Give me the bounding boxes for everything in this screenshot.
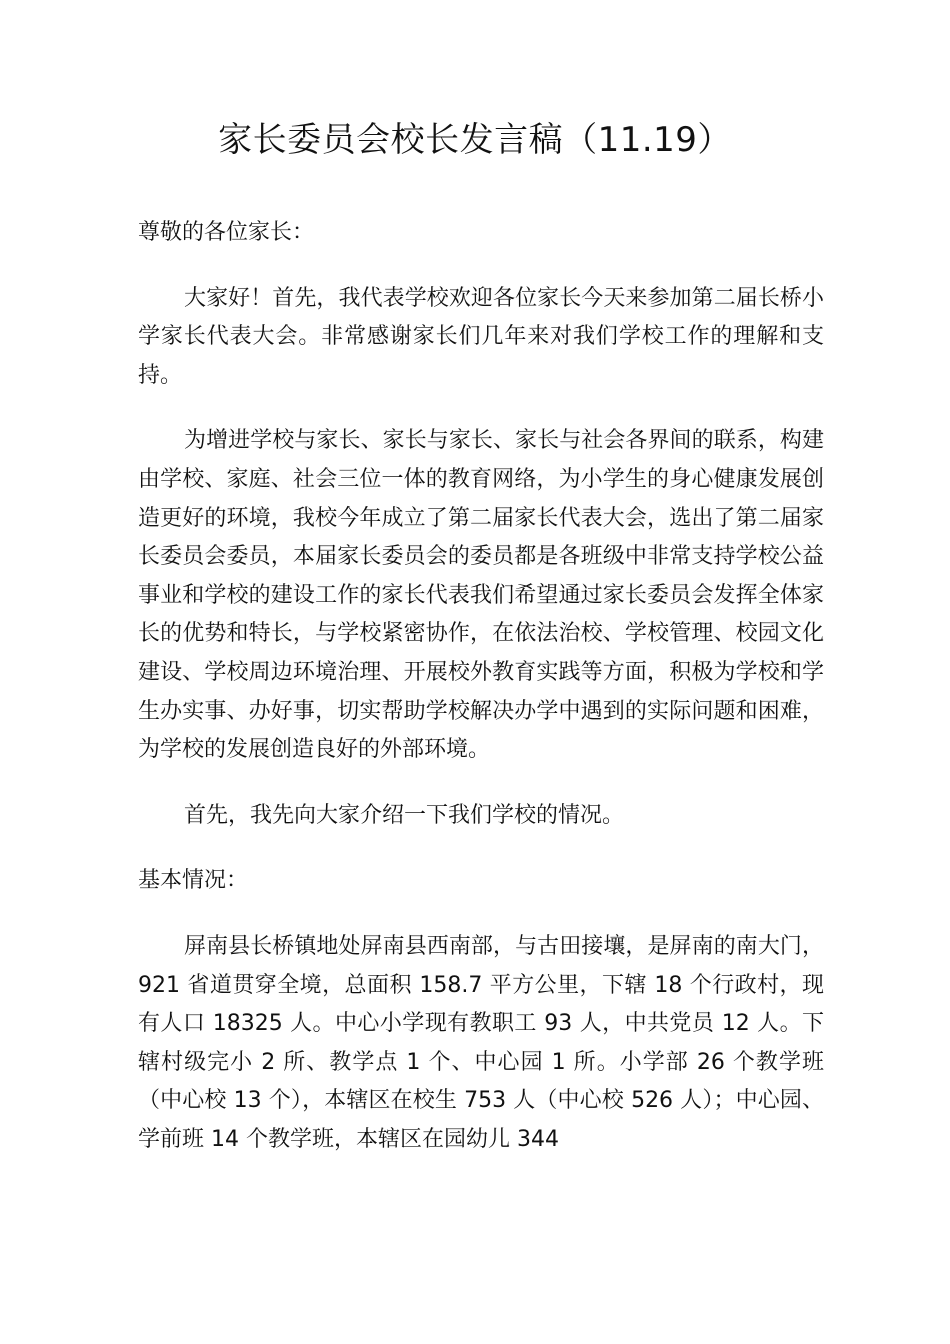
welcome-paragraph: 大家好！首先，我代表学校欢迎各位家长今天来参加第二届长桥小学家长代表大会。非常感谢家长们几年来对我们学校工作的理解和支持。: [138, 285, 824, 388]
purpose-paragraph: 为增进学校与家长、家长与家长、家长与社会各界间的联系，构建由学校、家庭、社会三位一体的教育网络，为小学生的身心健康发展创造更好的环境，我校今年成立了第二届家长代表大会，选出了第二届家长委员会委员，本届家长委员会的委员都是各班级中非常支持学校公益事业和学校的建设工作的家长代表我们希望通过家长委员会发挥全体家长的优势和特长，与学校紧密协作，在依法治校、学校管理、校园文化建设、学校周边环境治理、开展校外教育实践等方面，积极为学校和学生办实事、办好事，切实帮助学校解决办学中遇到的实际问题和困难，为学校的发展创造良好的外部环境。: [138, 428, 824, 763]
intro-paragraph: 首先，我先向大家介绍一下我们学校的情况。: [184, 802, 625, 828]
paragraph-gap: [138, 253, 824, 280]
paragraph-gap: [138, 395, 824, 422]
document-body: [138, 214, 824, 1159]
basic-info-paragraph: 屏南县长桥镇地处屏南县西南部，与古田接壤，是屏南的南大门，921 省道贯穿全境，总面积 158.7 平方公里，下辖 18 个行政村，现有人口 18325 人。中心小学现有教职工 93 人，中共党员 12 人。下辖村级完小 2 所、教学点 1 个、中心园 1 所。小学部 26 个教学班（中心校 13 个），本辖区在校生 753 人（中心校 526 人）；中心园、学前班 14 个教学班，本辖区在园幼儿 344: [138, 933, 824, 1152]
salutation: 尊敬的各位家长：: [138, 220, 315, 245]
section-heading: 基本情况：: [138, 868, 249, 894]
paragraph-gap: [138, 770, 824, 797]
document-title: 家长委员会校长发言稿（11.19）: [218, 120, 732, 160]
paragraph-gap: [138, 901, 824, 928]
paragraph-gap: [138, 835, 824, 862]
